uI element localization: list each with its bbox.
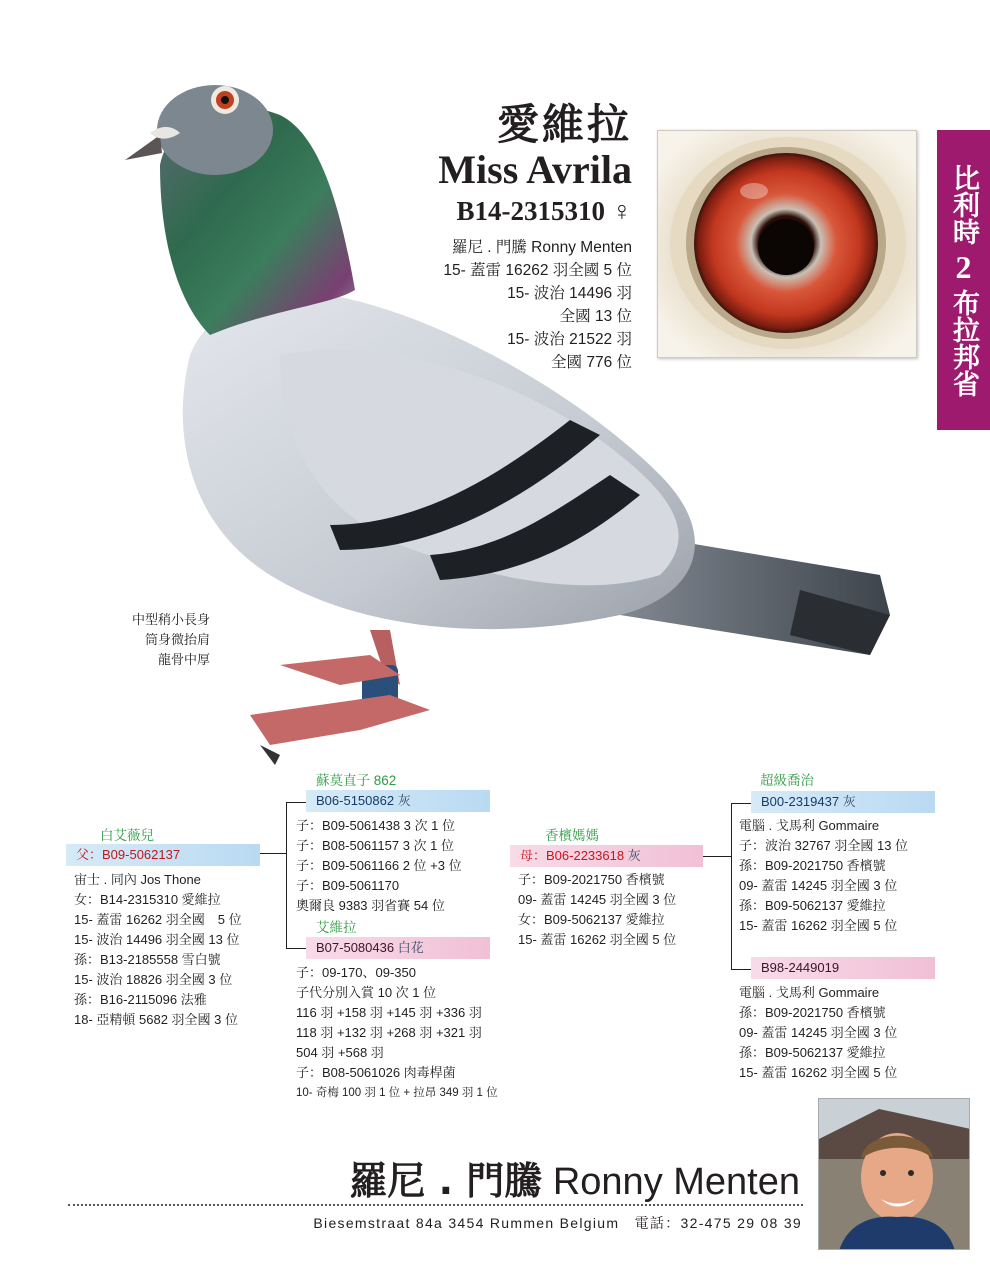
father-ring-bar [66, 844, 260, 866]
connector-line [286, 948, 306, 949]
owner-name-english: Ronny Menten [552, 1161, 800, 1203]
detail-line: 宙士 . 同內 Jos Thone [74, 872, 201, 887]
detail-line: 孫：B13-2185558 雪白號 [74, 952, 221, 967]
fm-ring: B07-5080436 [316, 940, 395, 955]
region-country: 比利時 [948, 163, 979, 245]
info-line: 全國 13 位 [559, 308, 632, 325]
detail-line: 子：B08-5061157 3 次 1 位 [296, 838, 455, 853]
detail-line: 15- 蓋雷 16262 羽全國 5 位 [739, 918, 898, 933]
ff-color: 灰 [397, 793, 411, 808]
pigeon-name-chinese: 愛維拉 [496, 100, 632, 149]
detail-line: 15- 波治 14496 羽全國 13 位 [74, 932, 240, 947]
detail-line: 子：09-170、09-350 [296, 965, 416, 980]
detail-line: 女：B09-5062137 愛維拉 [518, 912, 665, 927]
detail-line: 電腦 . 戈馬利 Gommaire [739, 985, 880, 1000]
connector-line [286, 802, 306, 803]
mf-ring-bar [751, 791, 935, 813]
mother-ring: B06-2233618 [546, 848, 625, 863]
detail-line: 09- 蓋雷 14245 羽全國 3 位 [739, 1025, 898, 1040]
info-line: 羅尼 . 門騰 Ronny Menten [451, 239, 632, 256]
region-number: 2 [955, 248, 972, 285]
detail-line: 118 羽 +132 羽 +268 羽 +321 羽 [296, 1025, 482, 1040]
detail-line: 孫：B09-5062137 愛維拉 [739, 898, 886, 913]
mf-ring: B00-2319437 [761, 794, 840, 809]
detail-line: 15- 蓋雷 16262 羽全國 5 位 [739, 1065, 898, 1080]
detail-line: 子：B09-5061170 [296, 878, 400, 893]
detail-line: 15- 波治 18826 羽全國 3 位 [74, 972, 233, 987]
detail-line: 116 羽 +158 羽 +145 羽 +336 羽 [296, 1005, 482, 1020]
connector-line [260, 853, 286, 854]
detail-line: 15- 蓋雷 16262 羽全國 5 位 [518, 932, 677, 947]
father-details [74, 870, 242, 1030]
ff-ring: B06-5150862 [316, 793, 395, 808]
fm-details [296, 963, 498, 1103]
detail-line: 09- 蓋雷 14245 羽全國 3 位 [518, 892, 677, 907]
connector-line [731, 803, 751, 804]
mother-prefix: 母： [520, 848, 547, 863]
fm-label: 艾維拉 [316, 920, 357, 935]
ring-number: B14-2315310 ♀ [456, 196, 632, 226]
mother-label: 香檳媽媽 [545, 828, 599, 843]
father-prefix: 父： [76, 847, 103, 862]
info-line: 15- 波治 14496 羽 [507, 285, 632, 302]
body-description [90, 610, 210, 670]
detail-line: 女：B14-2315310 愛維拉 [74, 892, 221, 907]
pigeon-name-english: Miss Avrila [438, 147, 632, 192]
info-line: 全國 776 位 [551, 354, 632, 371]
fm-color: 白花 [397, 940, 424, 955]
body-note-line: 龍骨中厚 [157, 652, 210, 667]
owner-address: Biesemstraat 84a 3454 Rummen Belgium 電話：32-475 29 08 39 [313, 1215, 802, 1231]
detail-line: 子：B09-5061166 2 位 +3 位 [296, 858, 462, 873]
region-tab [937, 130, 990, 430]
owner-name-chinese: 羅尼 . 門騰 [349, 1159, 543, 1203]
detail-line: 504 羽 +568 羽 [296, 1045, 384, 1060]
ff-ring-bar [306, 790, 490, 812]
mother-details [518, 870, 676, 950]
detail-line: 子：波治 32767 羽全國 13 位 [739, 838, 909, 853]
info-line: 15- 蓋雷 16262 羽全國 5 位 [443, 262, 632, 279]
owner-name [340, 1150, 800, 1205]
connector-line [731, 803, 732, 969]
detail-line: 子：B09-5061438 3 次 1 位 [296, 818, 455, 833]
fm-ring-bar [306, 937, 490, 959]
info-line: 15- 波治 21522 羽 [507, 331, 632, 348]
region-province: 布拉邦省 [948, 288, 979, 397]
connector-line [731, 969, 751, 970]
detail-line: 孫：B09-2021750 香檳號 [739, 1005, 886, 1020]
detail-line: 子：B09-2021750 香檳號 [518, 872, 665, 887]
detail-line: 奧爾良 9383 羽省賽 54 位 [296, 898, 445, 913]
detail-line: 09- 蓋雷 14245 羽全國 3 位 [739, 878, 898, 893]
connector-line [703, 856, 731, 857]
detail-line: 15- 蓋雷 16262 羽全國 5 位 [74, 912, 242, 927]
ff-details [296, 816, 462, 916]
father-ring: B09-5062137 [102, 847, 181, 862]
detail-line: 孫：B09-2021750 香檳號 [739, 858, 886, 873]
detail-line: 子：B08-5061026 肉毒桿菌 [296, 1065, 456, 1080]
body-note-line: 中型稍小長身 [131, 612, 210, 627]
detail-line: 子代分別入賞 10 次 1 位 [296, 985, 437, 1000]
ff-label: 蘇莫直子 862 [316, 773, 397, 788]
dotted-divider [68, 1204, 803, 1206]
mf-color: 灰 [842, 794, 856, 809]
pigeon-photo [100, 55, 900, 765]
detail-line: 孫：B09-5062137 愛維拉 [739, 1045, 886, 1060]
father-label: 白艾薇兒 [100, 828, 154, 843]
mother-ring-bar [510, 845, 703, 867]
mf-details [739, 816, 908, 936]
mm-details [739, 983, 897, 1083]
connector-line [286, 802, 287, 948]
mother-color: 灰 [627, 848, 641, 863]
mm-ring: B98-2449019 [761, 960, 840, 975]
detail-line: 孫：B16-2115096 法雅 [74, 992, 207, 1007]
detail-line: 電腦 . 戈馬利 Gommaire [739, 818, 880, 833]
detail-line: 18- 亞精頓 5682 羽全國 3 位 [74, 1012, 238, 1027]
detail-line: 10- 奇梅 100 羽 1 位 + 拉昂 349 羽 1 位 [296, 1087, 498, 1099]
body-note-line: 筒身微抬肩 [144, 632, 210, 647]
owner-portrait [818, 1098, 970, 1250]
mf-label: 超級喬治 [760, 773, 814, 788]
mm-ring-bar [751, 957, 935, 979]
